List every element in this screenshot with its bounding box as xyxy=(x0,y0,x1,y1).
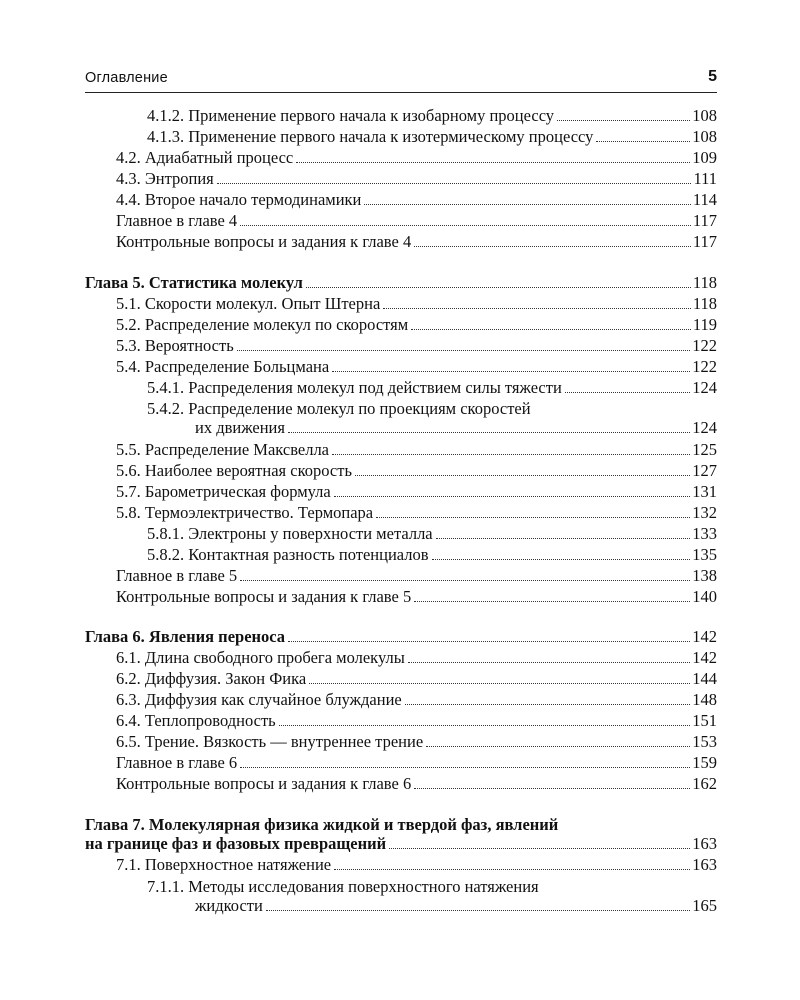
dot-leader xyxy=(432,559,691,560)
dot-leader xyxy=(334,869,690,870)
toc-entry xyxy=(147,524,717,544)
dot-leader xyxy=(266,910,690,911)
dot-leader xyxy=(364,204,690,205)
toc-entry-title-line1: 7.1.1. Методы исследования поверхностного натяжения xyxy=(147,877,539,896)
dot-leader xyxy=(240,580,690,581)
toc-entry-title: 6.5. Трение. Вязкость — внутреннее трение xyxy=(116,732,424,751)
toc-entry xyxy=(116,587,717,607)
toc-entry-title: Главное в главе 6 xyxy=(116,753,238,772)
toc-entry-page: 144 xyxy=(692,669,717,688)
dot-leader xyxy=(414,246,691,247)
toc-chapter-entry xyxy=(85,273,717,293)
toc-entry-title: 5.6. Наиболее вероятная скорость xyxy=(116,461,352,480)
toc-entry-page: 142 xyxy=(692,648,717,667)
toc-entry xyxy=(116,690,717,710)
toc-entry xyxy=(116,753,717,773)
toc-entry-page: 111 xyxy=(693,169,717,188)
toc-entry-page: 159 xyxy=(692,753,717,772)
toc-entry-title: 4.2. Адиабатный процесс xyxy=(116,148,294,167)
toc-entry-page: 153 xyxy=(692,732,717,751)
toc-entry-title: 4.1.2. Применение первого начала к изобарному процессу xyxy=(147,106,555,125)
toc-entry xyxy=(116,294,717,314)
toc-chapter-entry xyxy=(85,834,717,854)
toc-chapter-title: Глава 6. Явления переноса xyxy=(85,627,286,646)
toc-entry xyxy=(116,855,717,875)
toc-entry-title: 4.1.3. Применение первого начала к изотермическому процессу xyxy=(147,127,594,146)
toc-entry-page: 163 xyxy=(692,855,717,874)
dot-leader xyxy=(355,475,690,476)
toc-entry xyxy=(116,503,717,523)
dot-leader xyxy=(414,788,690,789)
dot-leader xyxy=(557,120,690,121)
toc-entry-title: 4.4. Второе начало термодинамики xyxy=(116,190,362,209)
toc-entry xyxy=(116,774,717,794)
toc-entry-page: 133 xyxy=(692,524,717,543)
toc-entry xyxy=(116,148,717,168)
toc-entry xyxy=(195,418,717,438)
toc-entry-title: 7.1. Поверхностное натяжение xyxy=(116,855,332,874)
toc-entry-page: 118 xyxy=(692,273,717,292)
toc-entry-title: 6.1. Длина свободного пробега молекулы xyxy=(116,648,405,667)
toc-chapter-entry xyxy=(85,627,717,647)
toc-entry-page: 124 xyxy=(692,418,717,437)
toc-entry xyxy=(116,357,717,377)
dot-leader xyxy=(240,225,691,226)
dot-leader xyxy=(288,432,690,433)
toc-entry-title: Главное в главе 4 xyxy=(116,211,238,230)
dot-leader xyxy=(306,287,691,288)
toc-entry xyxy=(116,211,717,231)
toc-entry-title-line2: жидкости xyxy=(195,896,263,915)
toc-entry-page: 122 xyxy=(692,336,717,355)
toc-entry xyxy=(116,440,717,460)
dot-leader xyxy=(288,641,690,642)
toc-entry-title-line2: их движения xyxy=(195,418,285,437)
header-page-number: 5 xyxy=(708,68,717,85)
toc-entry xyxy=(195,896,717,916)
toc-entry-page: 124 xyxy=(692,378,717,397)
toc-entry-page: 108 xyxy=(692,106,717,125)
toc-entry xyxy=(116,482,717,502)
dot-leader xyxy=(240,767,690,768)
toc-entry xyxy=(116,315,717,335)
toc-entry-title: 5.8.2. Контактная разность потенциалов xyxy=(147,545,429,564)
dot-leader xyxy=(414,601,690,602)
toc-entry xyxy=(116,648,717,668)
toc-chapter-title-line2: на границе фаз и фазовых превращений xyxy=(85,834,387,853)
running-header xyxy=(85,70,717,90)
toc-entry xyxy=(116,190,717,210)
toc-chapter-title-line1: Глава 7. Молекулярная физика жидкой и твердой фаз, явлений xyxy=(85,815,559,834)
dot-leader xyxy=(565,392,690,393)
toc-entry-title: 5.8.1. Электроны у поверхности металла xyxy=(147,524,433,543)
toc-entry-page: 140 xyxy=(692,587,717,606)
toc-entry xyxy=(147,127,717,147)
dot-leader xyxy=(309,683,690,684)
toc-entry-title: Контрольные вопросы и задания к главе 5 xyxy=(116,587,412,606)
toc-entry xyxy=(116,669,717,689)
toc-entry-title: 5.1. Скорости молекул. Опыт Штерна xyxy=(116,294,381,313)
toc-entry-page: 132 xyxy=(692,503,717,522)
toc-entry-title: 6.4. Теплопроводность xyxy=(116,711,276,730)
toc-entry xyxy=(147,106,717,126)
toc-entry-page: 138 xyxy=(692,566,717,585)
header-rule xyxy=(85,92,717,93)
toc-entry-title: Главное в главе 5 xyxy=(116,566,238,585)
toc-entry-title: 6.3. Диффузия как случайное блуждание xyxy=(116,690,402,709)
toc-entry-page: 127 xyxy=(692,461,717,480)
toc-entry-page: 109 xyxy=(692,148,717,167)
dot-leader xyxy=(334,496,691,497)
toc-entry xyxy=(116,336,717,356)
toc-entry xyxy=(147,378,717,398)
toc-entry-page: 131 xyxy=(692,482,717,501)
toc-entry-page: 165 xyxy=(692,896,717,915)
toc-entry-title: 5.3. Вероятность xyxy=(116,336,234,355)
dot-leader xyxy=(596,141,690,142)
toc-entry-page: 163 xyxy=(692,834,717,853)
toc-entry-page: 118 xyxy=(692,294,717,313)
toc-entry-title: 6.2. Диффузия. Закон Фика xyxy=(116,669,307,688)
dot-leader xyxy=(389,848,690,849)
dot-leader xyxy=(408,662,690,663)
toc-entry-page: 108 xyxy=(692,127,717,146)
dot-leader xyxy=(217,183,692,184)
dot-leader xyxy=(332,371,690,372)
header-title: Оглавление xyxy=(85,70,168,86)
dot-leader xyxy=(237,350,691,351)
toc-entry-page: 117 xyxy=(692,232,717,251)
toc-entry-page: 122 xyxy=(692,357,717,376)
toc-entry-page: 135 xyxy=(692,545,717,564)
dot-leader xyxy=(279,725,691,726)
toc-chapter-title: Глава 5. Статистика молекул xyxy=(85,273,303,292)
toc-entry-title-line1: 5.4.2. Распределение молекул по проекциям скоростей xyxy=(147,399,531,418)
toc-entry-page: 125 xyxy=(692,440,717,459)
toc-entry xyxy=(116,732,717,752)
toc-entry-page: 162 xyxy=(692,774,717,793)
dot-leader xyxy=(296,162,690,163)
toc-entry xyxy=(116,232,717,252)
toc-entry-page: 148 xyxy=(692,690,717,709)
toc-entry-title: 5.8. Термоэлектричество. Термопара xyxy=(116,503,374,522)
toc-entry-title: 5.2. Распределение молекул по скоростям xyxy=(116,315,409,334)
toc-entry-page: 151 xyxy=(692,711,717,730)
toc-entry-title: Контрольные вопросы и задания к главе 4 xyxy=(116,232,412,251)
dot-leader xyxy=(376,517,690,518)
toc-entry-title: 4.3. Энтропия xyxy=(116,169,214,188)
toc-entry xyxy=(116,711,717,731)
dot-leader xyxy=(332,454,690,455)
toc-entry-title: 5.4. Распределение Больцмана xyxy=(116,357,330,376)
toc-entry-page: 117 xyxy=(692,211,717,230)
toc-entry-page: 114 xyxy=(692,190,717,209)
toc-entry-title: 5.5. Распределение Максвелла xyxy=(116,440,330,459)
toc-entry-page: 119 xyxy=(692,315,717,334)
toc-entry-title: 5.4.1. Распределения молекул под действием силы тяжести xyxy=(147,378,562,397)
dot-leader xyxy=(426,746,690,747)
dot-leader xyxy=(383,308,691,309)
toc-entry xyxy=(116,566,717,586)
toc-entry xyxy=(116,461,717,481)
toc-entry-title: Контрольные вопросы и задания к главе 6 xyxy=(116,774,412,793)
dot-leader xyxy=(436,538,691,539)
dot-leader xyxy=(405,704,691,705)
toc-entry xyxy=(147,545,717,565)
toc-entry xyxy=(116,169,717,189)
dot-leader xyxy=(411,329,691,330)
toc-entry-title: 5.7. Барометрическая формула xyxy=(116,482,331,501)
toc-entry-page: 142 xyxy=(692,627,717,646)
